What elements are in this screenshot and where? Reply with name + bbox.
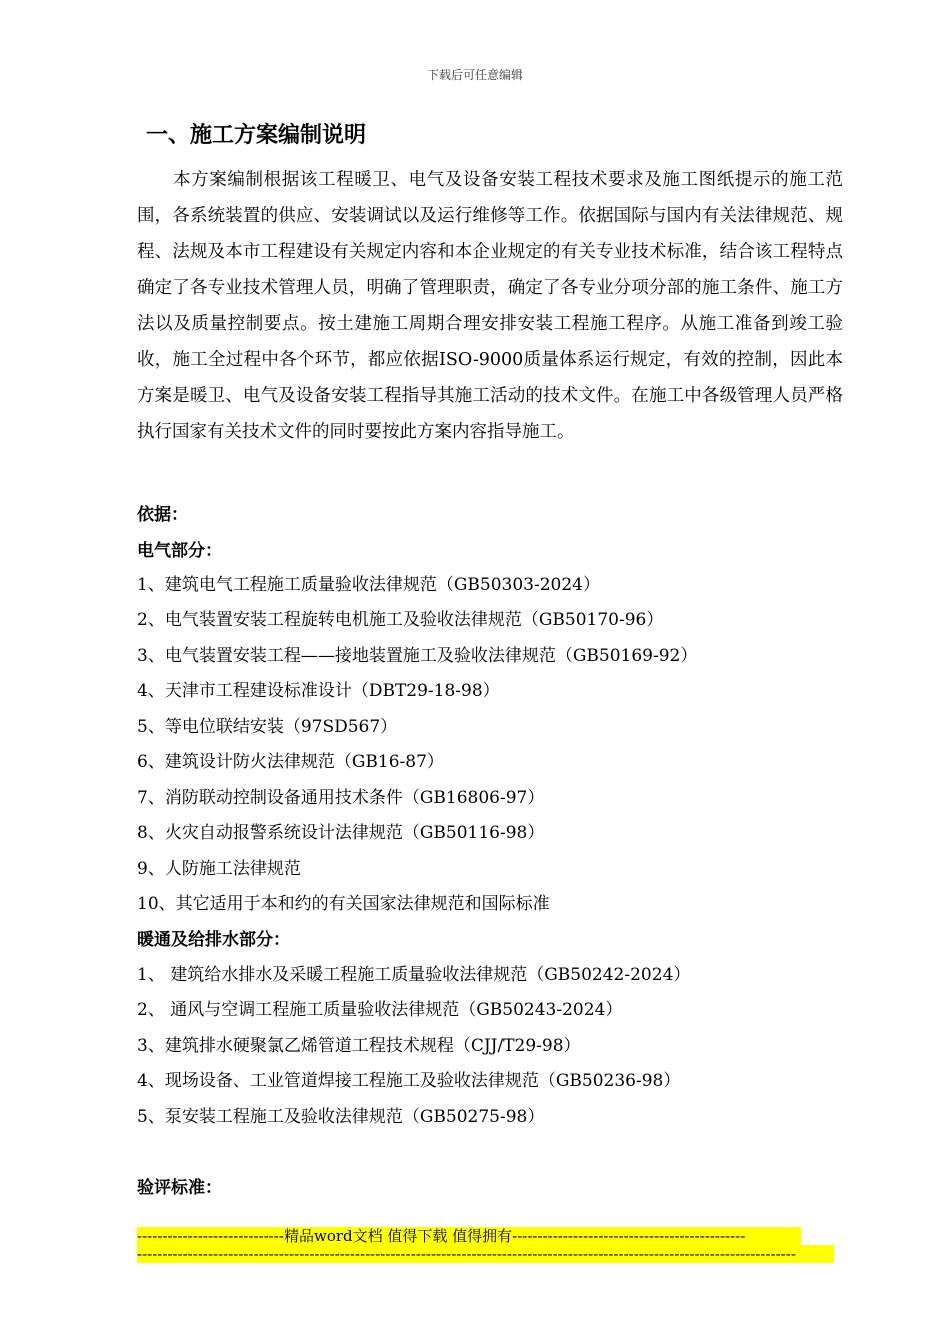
- electrical-item-10: 10、其它适用于本和约的有关国家法律规范和国际标准: [137, 894, 550, 914]
- section-title: 一、施工方案编制说明: [146, 123, 367, 148]
- electrical-item-7: 7、消防联动控制设备通用技术条件（GB16806-97）: [137, 788, 545, 808]
- footer-banner-line-2: ----------------------------------------------------------------------------------------------------------------------------------: [137, 1245, 834, 1263]
- acceptance-heading: 验评标准：: [137, 1178, 222, 1198]
- footer-banner-line-1: -----------------------------精品word文档 值得下载 值得拥有----------------------------------------------: [137, 1227, 801, 1245]
- electrical-item-2: 2、电气装置安装工程旋转电机施工及验收法律规范（GB50170-96）: [137, 610, 664, 630]
- electrical-item-8: 8、火灾自动报警系统设计法律规范（GB50116-98）: [137, 823, 545, 843]
- electrical-item-9: 9、人防施工法律规范: [137, 859, 301, 879]
- electrical-item-5: 5、等电位联结安装（97SD567）: [137, 717, 398, 737]
- hvac-item-2: 2、 通风与空调工程施工质量验收法律规范（GB50243-2024）: [137, 1000, 623, 1020]
- hvac-item-4: 4、现场设备、工业管道焊接工程施工及验收法律规范（GB50236-98）: [137, 1071, 681, 1091]
- electrical-item-1: 1、建筑电气工程施工质量验收法律规范（GB50303-2024）: [137, 575, 600, 595]
- header-note: 下载后可任意编辑: [426, 68, 523, 82]
- hvac-item-5: 5、泵安装工程施工及验收法律规范（GB50275-98）: [137, 1107, 545, 1127]
- intro-paragraph: 本方案编制根据该工程暖卫、电气及设备安装工程技术要求及施工图纸提示的施工范围，各系统装置的供应、安装调试以及运行维修等工作。依据国际与国内有关法律规范、规程、法规及本市工程建设有关规定内容和本企业规定的有关专业技术标准，结合该工程特点确定了各专业技术管理人员，明确了管理职责，确定了各专业分项分部的施工条件、施工方法以及质量控制要点。按土建施工周期合理安排安装工程施工程序。从施工准备到竣工验收，施工全过程中各个环节，都应依据ISO-9000质量体系运行规定，有效的控制，因此本方案是暖卫、电气及设备安装工程指导其施工活动的技术文件。在施工中各级管理人员严格执行国家有关技术文件的同时要按此方案内容指导施工。: [137, 170, 843, 442]
- hvac-heading: 暖通及给排水部分：: [137, 930, 290, 950]
- hvac-item-3: 3、建筑排水硬聚氯乙烯管道工程技术规程（CJJ/T29-98）: [137, 1036, 581, 1056]
- electrical-item-3: 3、电气装置安装工程——接地装置施工及验收法律规范（GB50169-92）: [137, 646, 698, 666]
- electrical-heading: 电气部分：: [137, 541, 222, 561]
- electrical-item-6: 6、建筑设计防火法律规范（GB16-87）: [137, 752, 444, 772]
- hvac-item-1: 1、 建筑给水排水及采暖工程施工质量验收法律规范（GB50242-2024）: [137, 965, 691, 985]
- basis-heading: 依据：: [137, 505, 188, 525]
- electrical-item-4: 4、天津市工程建设标准设计（DBT29-18-98）: [137, 681, 500, 701]
